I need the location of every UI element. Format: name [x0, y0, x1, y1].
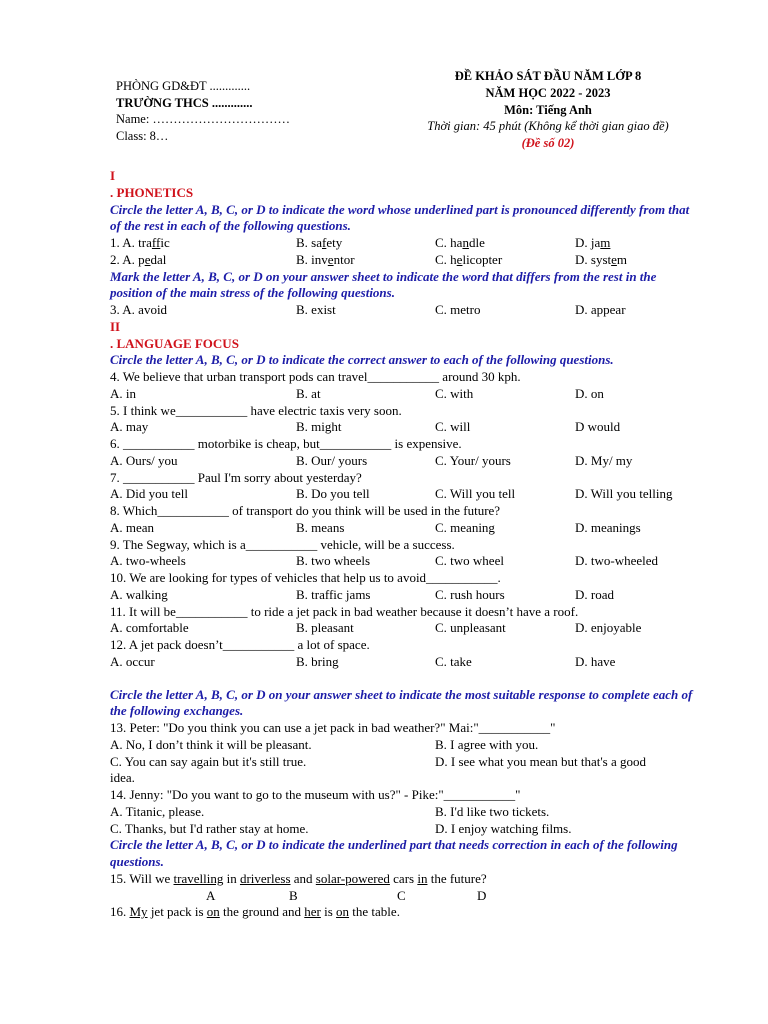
q14-option-c: C. Thanks, but I'd rather stay at home. — [110, 820, 309, 836]
exam-title: ĐỀ KHẢO SÁT ĐẦU NĂM LỚP 8 — [454, 69, 642, 83]
q3-option-b: B. exist — [296, 302, 336, 317]
q16-part-c: her — [304, 904, 321, 920]
q9-option-c: C. two wheel — [435, 553, 504, 569]
header-right — [398, 68, 698, 152]
q5-option-b: B. might — [296, 419, 342, 435]
section-title-language-focus: . LANGUAGE FOCUS — [110, 335, 239, 351]
q14-option-b: B. I'd like two tickets. — [435, 803, 550, 819]
student-name-field: Name: …………………………… — [116, 112, 290, 126]
question-4: 4. We believe that urban transport pods can travel___________ around 30 kph. — [110, 369, 521, 384]
q14-options-ab — [110, 804, 700, 821]
question-9: 9. The Segway, which is a___________ vehicle, will be a success. — [110, 536, 455, 552]
question-13: 13. Peter: "Do you think you can use a jet pack in bad weather?" Mai:"___________" — [110, 720, 556, 735]
question-16: 16. My jet pack is on the ground and her is on the table. — [110, 904, 400, 920]
q2-option-c: C. helicopter — [435, 251, 503, 267]
q5-options — [110, 419, 700, 436]
q6-options — [110, 453, 700, 470]
q16-part-d: on — [336, 904, 350, 920]
q6-option-d: D. My/ my — [575, 452, 633, 468]
q2-option-d: D. system — [575, 251, 628, 267]
question-2 — [110, 252, 700, 269]
q15-letter-c: C — [397, 887, 406, 903]
section-number-2: II — [110, 318, 121, 334]
q5-option-a: A. may — [110, 419, 149, 435]
exam-content — [110, 168, 700, 921]
instruction-pronunciation: Circle the letter A, B, C, or D to indicate the word whose underlined part is pronounced differently from that of the rest in each of the following questions. — [110, 201, 690, 234]
q15-letter-a: A — [206, 887, 216, 903]
q1-option-a: 1. A. traffic — [110, 235, 170, 250]
q10-option-a: A. walking — [110, 586, 168, 602]
q15-letter-d: D — [477, 887, 487, 903]
question-11: 11. It will be___________ to ride a jet pack in bad weather because it doesn’t have a roof. — [110, 603, 579, 619]
q15-part-d: in — [417, 870, 428, 886]
q7-options — [110, 486, 700, 503]
spacer — [110, 671, 700, 687]
q12-option-c: C. take — [435, 653, 472, 669]
q4-option-b: B. at — [296, 385, 321, 401]
q16-part-a: My — [129, 904, 148, 920]
question-10: 10. We are looking for types of vehicles that help us to avoid___________. — [110, 570, 501, 585]
q14-option-a: A. Titanic, please. — [110, 803, 205, 819]
q4-option-c: C. with — [435, 385, 474, 401]
q15-letter-b: B — [289, 887, 298, 903]
q1-option-c: C. handle — [435, 235, 485, 250]
q7-option-a: A. Did you tell — [110, 486, 188, 502]
q12-option-d: D. have — [575, 653, 616, 669]
q9-option-b: B. two wheels — [296, 553, 371, 569]
q9-options — [110, 553, 700, 570]
q7-option-d: D. Will you telling — [575, 486, 673, 502]
q11-option-a: A. comfortable — [110, 620, 189, 636]
q13-option-c: C. You can say again but it's still true. — [110, 753, 307, 769]
q15-part-a: travelling — [173, 870, 224, 886]
q8-options — [110, 520, 700, 537]
question-12: 12. A jet pack doesn’t___________ a lot of space. — [110, 637, 370, 652]
q14-options-cd — [110, 821, 700, 838]
q7-option-c: C. Will you tell — [435, 486, 516, 502]
q7-option-b: B. Do you tell — [296, 486, 370, 502]
q3-option-c: C. metro — [435, 302, 481, 317]
q6-option-c: C. Your/ yours — [435, 452, 511, 468]
section-number-1: I — [110, 168, 116, 183]
school-name: TRƯỜNG THCS ............. — [116, 95, 253, 110]
q5-option-c: C. will — [435, 419, 471, 435]
q10-options — [110, 587, 700, 604]
q15-letters — [110, 888, 700, 905]
section-title-phonetics: . PHONETICS — [110, 184, 194, 200]
q13-option-a: A. No, I don’t think it will be pleasant. — [110, 736, 312, 752]
question-7: 7. ___________ Paul I'm sorry about yesterday? — [110, 469, 362, 485]
q13-option-d-continued: idea. — [110, 770, 135, 786]
q10-option-d: D. road — [575, 586, 614, 602]
q11-option-d: D. enjoyable — [575, 620, 642, 636]
question-3 — [110, 302, 700, 319]
class-field: Class: 8… — [116, 128, 169, 143]
q8-option-a: A. mean — [110, 519, 155, 535]
q13-options-cd — [110, 754, 700, 771]
exam-time: Thời gian: 45 phút (Không kể thời gian giao đề) — [427, 119, 669, 134]
mcq-list — [110, 369, 700, 671]
header-left — [116, 78, 376, 144]
question-14: 14. Jenny: "Do you want to go to the museum with us?" - Pike:"___________" — [110, 787, 521, 802]
q3-option-a: 3. A. avoid — [110, 302, 168, 317]
q11-option-b: B. pleasant — [296, 620, 354, 636]
q8-option-c: C. meaning — [435, 519, 495, 535]
q12-option-a: A. occur — [110, 653, 155, 669]
instruction-stress: Mark the letter A, B, C, or D on your answer sheet to indicate the word that differs from the rest in the position of the main stress of the following questions. — [110, 268, 657, 301]
q1-option-d: D. jam — [575, 235, 611, 250]
q4-options — [110, 386, 700, 403]
q9-option-a: A. two-wheels — [110, 553, 186, 569]
question-1 — [110, 235, 700, 252]
instruction-correct-answer: Circle the letter A, B, C, or D to indicate the correct answer to each of the following questions. — [110, 352, 614, 368]
q6-option-a: A. Ours/ you — [110, 452, 178, 468]
department: PHÒNG GD&ĐT ............. — [116, 79, 251, 93]
q15-part-b: driverless — [239, 870, 291, 886]
q6-option-b: B. Our/ yours — [296, 452, 368, 468]
q8-option-d: D. meanings — [575, 519, 641, 535]
q15-part-c: solar-powered — [315, 870, 390, 886]
q8-option-b: B. means — [296, 519, 345, 535]
q9-option-d: D. two-wheeled — [575, 553, 659, 569]
q4-option-d: D. on — [575, 385, 604, 401]
q5-option-d: D would — [575, 419, 621, 435]
q13-option-d: D. I see what you mean but that's a good — [435, 753, 647, 769]
q16-part-b: on — [206, 904, 220, 920]
q2-option-a: 2. A. pedal — [110, 251, 167, 267]
instruction-error-correction: Circle the letter A, B, C, or D to indicate the underlined part that needs correction in each of the following questions. — [110, 837, 678, 869]
q4-option-a: A. in — [110, 385, 136, 401]
exam-code: (Đề số 02) — [521, 136, 575, 151]
q11-option-c: C. unpleasant — [435, 620, 506, 636]
q2-option-b: B. inventor — [296, 251, 355, 267]
school-year: NĂM HỌC 2022 - 2023 — [485, 85, 611, 100]
q3-option-d: D. appear — [575, 302, 626, 317]
q10-option-c: C. rush hours — [435, 586, 505, 602]
q1-option-b: B. safety — [296, 235, 343, 250]
question-8: 8. Which___________ of transport do you think will be used in the future? — [110, 503, 501, 518]
instruction-exchanges: Circle the letter A, B, C, or D on your answer sheet to indicate the most suitable response to complete each of the following exchanges. — [110, 686, 693, 719]
q13-option-b: B. I agree with you. — [435, 736, 539, 752]
question-6: 6. ___________ motorbike is cheap, but___________ is expensive. — [110, 436, 462, 451]
q12-option-b: B. bring — [296, 653, 339, 669]
q13-options-ab — [110, 737, 700, 754]
question-5: 5. I think we___________ have electric taxis very soon. — [110, 402, 402, 418]
question-15: 15. Will we travelling in driverless and solar-powered cars in the future? — [110, 870, 487, 886]
q14-option-d: D. I enjoy watching films. — [435, 820, 572, 836]
q12-options — [110, 654, 700, 671]
q10-option-b: B. traffic jams — [296, 586, 371, 602]
subject: Môn: Tiếng Anh — [504, 102, 592, 117]
q11-options — [110, 620, 700, 637]
